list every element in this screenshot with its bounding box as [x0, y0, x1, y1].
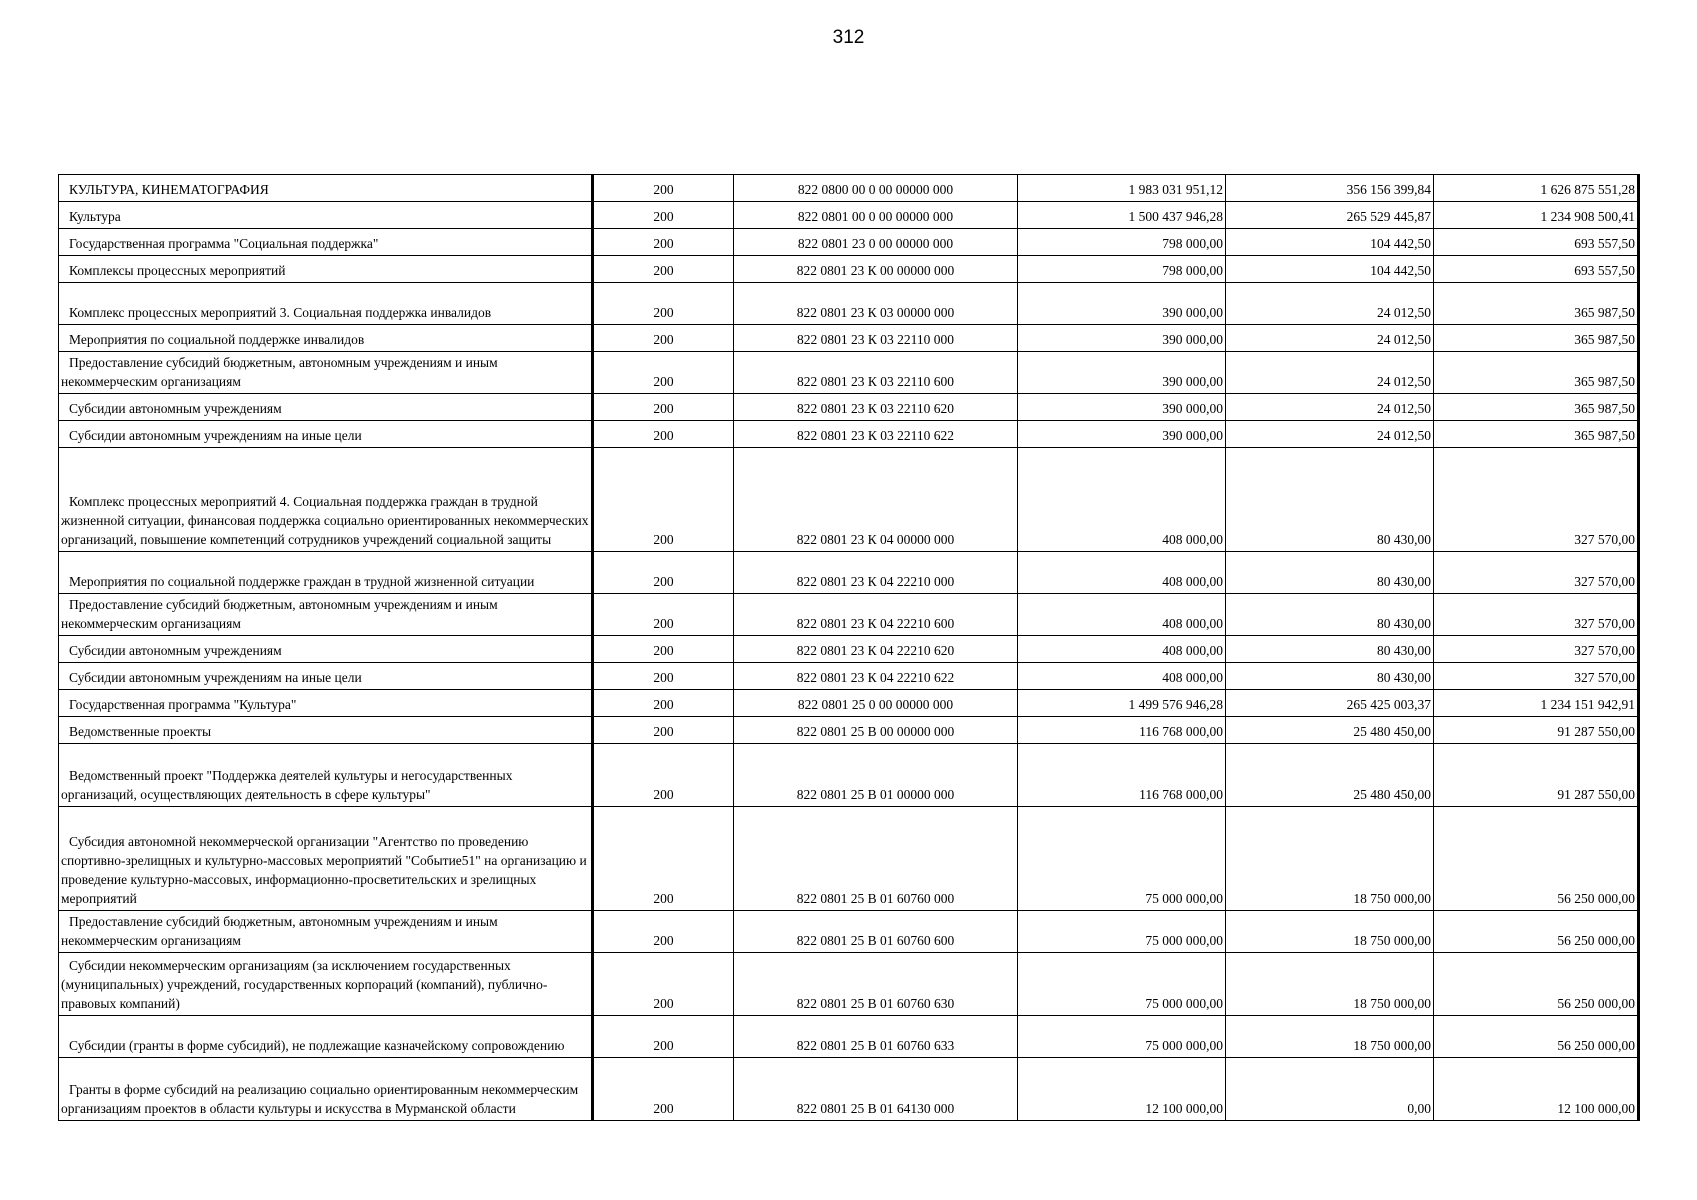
row-executed: 18 750 000,00: [1226, 1016, 1434, 1058]
row-approved: 12 100 000,00: [1018, 1058, 1226, 1121]
table-row: [59, 552, 1639, 594]
row-executed: 80 430,00: [1226, 636, 1434, 663]
row-name: Субсидии автономным учреждениям: [59, 394, 593, 421]
table-row: [59, 690, 1639, 717]
row-executed: 25 480 450,00: [1226, 717, 1434, 744]
row-name: Предоставление субсидий бюджетным, автономным учреждениям и иным некоммерческим организациям: [59, 594, 593, 636]
table-row: [59, 325, 1639, 352]
row-remaining: 56 250 000,00: [1434, 807, 1639, 911]
row-executed: 265 425 003,37: [1226, 690, 1434, 717]
row-remaining: 365 987,50: [1434, 283, 1639, 325]
row-name: Субсидии некоммерческим организациям (за исключением государственных (муниципальных) учреждений, государственных корпораций (компаний), публично-правовых компаний): [59, 953, 593, 1016]
page-number: 312: [832, 27, 865, 48]
row-code: 200: [593, 911, 734, 953]
row-budget-code: 822 0801 25 В 01 60760 000: [734, 807, 1018, 911]
row-approved: 390 000,00: [1018, 421, 1226, 448]
row-remaining: 91 287 550,00: [1434, 717, 1639, 744]
table-row: [59, 229, 1639, 256]
row-budget-code: 822 0801 23 К 04 22210 000: [734, 552, 1018, 594]
row-budget-code: 822 0801 25 В 01 60760 600: [734, 911, 1018, 953]
row-approved: 1 983 031 951,12: [1018, 175, 1226, 202]
row-name: Комплекс процессных мероприятий 4. Социальная поддержка граждан в трудной жизненной ситуации, финансовая поддержка социально ориентированных некоммерческих организаций, повышение компетенций сотрудников учреждений социальной защиты: [59, 448, 593, 552]
row-code: 200: [593, 807, 734, 911]
row-budget-code: 822 0801 23 К 03 00000 000: [734, 283, 1018, 325]
row-code: 200: [593, 394, 734, 421]
table-row: [59, 448, 1639, 552]
row-budget-code: 822 0800 00 0 00 00000 000: [734, 175, 1018, 202]
row-approved: 390 000,00: [1018, 283, 1226, 325]
row-code: 200: [593, 448, 734, 552]
table-row: [59, 663, 1639, 690]
row-name: Государственная программа "Культура": [59, 690, 593, 717]
row-name: Ведомственные проекты: [59, 717, 593, 744]
row-executed: 24 012,50: [1226, 421, 1434, 448]
row-code: 200: [593, 663, 734, 690]
row-remaining: 12 100 000,00: [1434, 1058, 1639, 1121]
row-approved: 408 000,00: [1018, 448, 1226, 552]
table-row: [59, 1058, 1639, 1121]
row-name: Государственная программа "Социальная поддержка": [59, 229, 593, 256]
row-approved: 75 000 000,00: [1018, 1016, 1226, 1058]
row-code: 200: [593, 636, 734, 663]
row-code: 200: [593, 202, 734, 229]
row-name: Мероприятия по социальной поддержке граждан в трудной жизненной ситуации: [59, 552, 593, 594]
row-name: Субсидия автономной некоммерческой организации "Агентство по проведению спортивно-зрелищных и культурно-массовых мероприятий "Событие51" на организацию и проведение культурно-массовых, информационно-просветительских и зрелищных мероприятий: [59, 807, 593, 911]
row-approved: 408 000,00: [1018, 552, 1226, 594]
row-approved: 116 768 000,00: [1018, 744, 1226, 807]
row-budget-code: 822 0801 23 К 03 22110 000: [734, 325, 1018, 352]
table-row: [59, 807, 1639, 911]
row-budget-code: 822 0801 23 К 03 22110 622: [734, 421, 1018, 448]
row-budget-code: 822 0801 23 0 00 00000 000: [734, 229, 1018, 256]
row-remaining: 693 557,50: [1434, 256, 1639, 283]
row-name: Культура: [59, 202, 593, 229]
row-budget-code: 822 0801 23 К 00 00000 000: [734, 256, 1018, 283]
row-name: Ведомственный проект "Поддержка деятелей культуры и негосударственных организаций, осуществляющих деятельность в сфере культуры": [59, 744, 593, 807]
row-remaining: 56 250 000,00: [1434, 911, 1639, 953]
row-name: Комплекс процессных мероприятий 3. Социальная поддержка инвалидов: [59, 283, 593, 325]
row-code: 200: [593, 717, 734, 744]
row-remaining: 1 626 875 551,28: [1434, 175, 1639, 202]
row-budget-code: 822 0801 23 К 03 22110 600: [734, 352, 1018, 394]
row-name: Субсидии автономным учреждениям: [59, 636, 593, 663]
row-remaining: 327 570,00: [1434, 594, 1639, 636]
row-remaining: 327 570,00: [1434, 663, 1639, 690]
row-executed: 18 750 000,00: [1226, 807, 1434, 911]
row-executed: 24 012,50: [1226, 325, 1434, 352]
row-code: 200: [593, 352, 734, 394]
row-name: Предоставление субсидий бюджетным, автономным учреждениям и иным некоммерческим организациям: [59, 352, 593, 394]
row-approved: 390 000,00: [1018, 325, 1226, 352]
row-approved: 390 000,00: [1018, 352, 1226, 394]
row-code: 200: [593, 175, 734, 202]
row-budget-code: 822 0801 25 В 01 00000 000: [734, 744, 1018, 807]
row-executed: 24 012,50: [1226, 283, 1434, 325]
row-remaining: 693 557,50: [1434, 229, 1639, 256]
row-executed: 24 012,50: [1226, 394, 1434, 421]
row-executed: 24 012,50: [1226, 352, 1434, 394]
row-executed: 80 430,00: [1226, 448, 1434, 552]
row-code: 200: [593, 552, 734, 594]
row-budget-code: 822 0801 23 К 04 22210 622: [734, 663, 1018, 690]
row-executed: 25 480 450,00: [1226, 744, 1434, 807]
row-executed: 356 156 399,84: [1226, 175, 1434, 202]
row-code: 200: [593, 690, 734, 717]
table-row: [59, 283, 1639, 325]
row-code: 200: [593, 1058, 734, 1121]
row-executed: 80 430,00: [1226, 594, 1434, 636]
row-remaining: 365 987,50: [1434, 325, 1639, 352]
row-remaining: 327 570,00: [1434, 448, 1639, 552]
row-approved: 116 768 000,00: [1018, 717, 1226, 744]
table-row: [59, 717, 1639, 744]
table-row: [59, 256, 1639, 283]
row-budget-code: 822 0801 25 В 01 64130 000: [734, 1058, 1018, 1121]
table-row: [59, 421, 1639, 448]
row-approved: 75 000 000,00: [1018, 911, 1226, 953]
row-executed: 80 430,00: [1226, 552, 1434, 594]
row-name: КУЛЬТУРА, КИНЕМАТОГРАФИЯ: [59, 175, 593, 202]
row-name: Предоставление субсидий бюджетным, автономным учреждениям и иным некоммерческим организациям: [59, 911, 593, 953]
table-row: [59, 394, 1639, 421]
row-remaining: 365 987,50: [1434, 421, 1639, 448]
row-budget-code: 822 0801 23 К 04 22210 620: [734, 636, 1018, 663]
row-code: 200: [593, 1016, 734, 1058]
row-approved: 390 000,00: [1018, 394, 1226, 421]
table-row: [59, 175, 1639, 202]
row-approved: 1 499 576 946,28: [1018, 690, 1226, 717]
row-name: Субсидии (гранты в форме субсидий), не подлежащие казначейскому сопровождению: [59, 1016, 593, 1058]
table-row: [59, 911, 1639, 953]
row-approved: 798 000,00: [1018, 229, 1226, 256]
row-executed: 80 430,00: [1226, 663, 1434, 690]
row-code: 200: [593, 325, 734, 352]
row-budget-code: 822 0801 25 В 01 60760 633: [734, 1016, 1018, 1058]
row-approved: 1 500 437 946,28: [1018, 202, 1226, 229]
row-remaining: 327 570,00: [1434, 552, 1639, 594]
row-code: 200: [593, 229, 734, 256]
row-code: 200: [593, 283, 734, 325]
row-budget-code: 822 0801 25 0 00 00000 000: [734, 690, 1018, 717]
row-approved: 75 000 000,00: [1018, 807, 1226, 911]
row-executed: 104 442,50: [1226, 229, 1434, 256]
row-code: 200: [593, 256, 734, 283]
row-budget-code: 822 0801 23 К 04 22210 600: [734, 594, 1018, 636]
row-remaining: 56 250 000,00: [1434, 953, 1639, 1016]
table-row: [59, 352, 1639, 394]
row-remaining: 365 987,50: [1434, 394, 1639, 421]
row-remaining: 365 987,50: [1434, 352, 1639, 394]
row-code: 200: [593, 594, 734, 636]
row-executed: 18 750 000,00: [1226, 953, 1434, 1016]
row-executed: 265 529 445,87: [1226, 202, 1434, 229]
table-row: [59, 953, 1639, 1016]
row-budget-code: 822 0801 25 В 00 00000 000: [734, 717, 1018, 744]
row-budget-code: 822 0801 23 К 04 00000 000: [734, 448, 1018, 552]
row-name: Субсидии автономным учреждениям на иные цели: [59, 663, 593, 690]
row-budget-code: 822 0801 25 В 01 60760 630: [734, 953, 1018, 1016]
row-name: Гранты в форме субсидий на реализацию социально ориентированным некоммерческим организациям проектов в области культуры и искусства в Мурманской области: [59, 1058, 593, 1121]
row-remaining: 1 234 908 500,41: [1434, 202, 1639, 229]
row-budget-code: 822 0801 23 К 03 22110 620: [734, 394, 1018, 421]
table-row: [59, 744, 1639, 807]
row-budget-code: 822 0801 00 0 00 00000 000: [734, 202, 1018, 229]
row-remaining: 1 234 151 942,91: [1434, 690, 1639, 717]
row-name: Комплексы процессных мероприятий: [59, 256, 593, 283]
table-row: [59, 1016, 1639, 1058]
row-executed: 0,00: [1226, 1058, 1434, 1121]
row-remaining: 327 570,00: [1434, 636, 1639, 663]
row-remaining: 91 287 550,00: [1434, 744, 1639, 807]
row-code: 200: [593, 744, 734, 807]
row-approved: 408 000,00: [1018, 636, 1226, 663]
row-remaining: 56 250 000,00: [1434, 1016, 1639, 1058]
row-name: Мероприятия по социальной поддержке инвалидов: [59, 325, 593, 352]
row-approved: 408 000,00: [1018, 663, 1226, 690]
row-code: 200: [593, 421, 734, 448]
table-row: [59, 202, 1639, 229]
table-row: [59, 594, 1639, 636]
row-approved: 75 000 000,00: [1018, 953, 1226, 1016]
table-row: [59, 636, 1639, 663]
row-executed: 104 442,50: [1226, 256, 1434, 283]
row-executed: 18 750 000,00: [1226, 911, 1434, 953]
row-name: Субсидии автономным учреждениям на иные цели: [59, 421, 593, 448]
row-code: 200: [593, 953, 734, 1016]
budget-execution-table: [58, 174, 1640, 1121]
row-approved: 408 000,00: [1018, 594, 1226, 636]
row-approved: 798 000,00: [1018, 256, 1226, 283]
